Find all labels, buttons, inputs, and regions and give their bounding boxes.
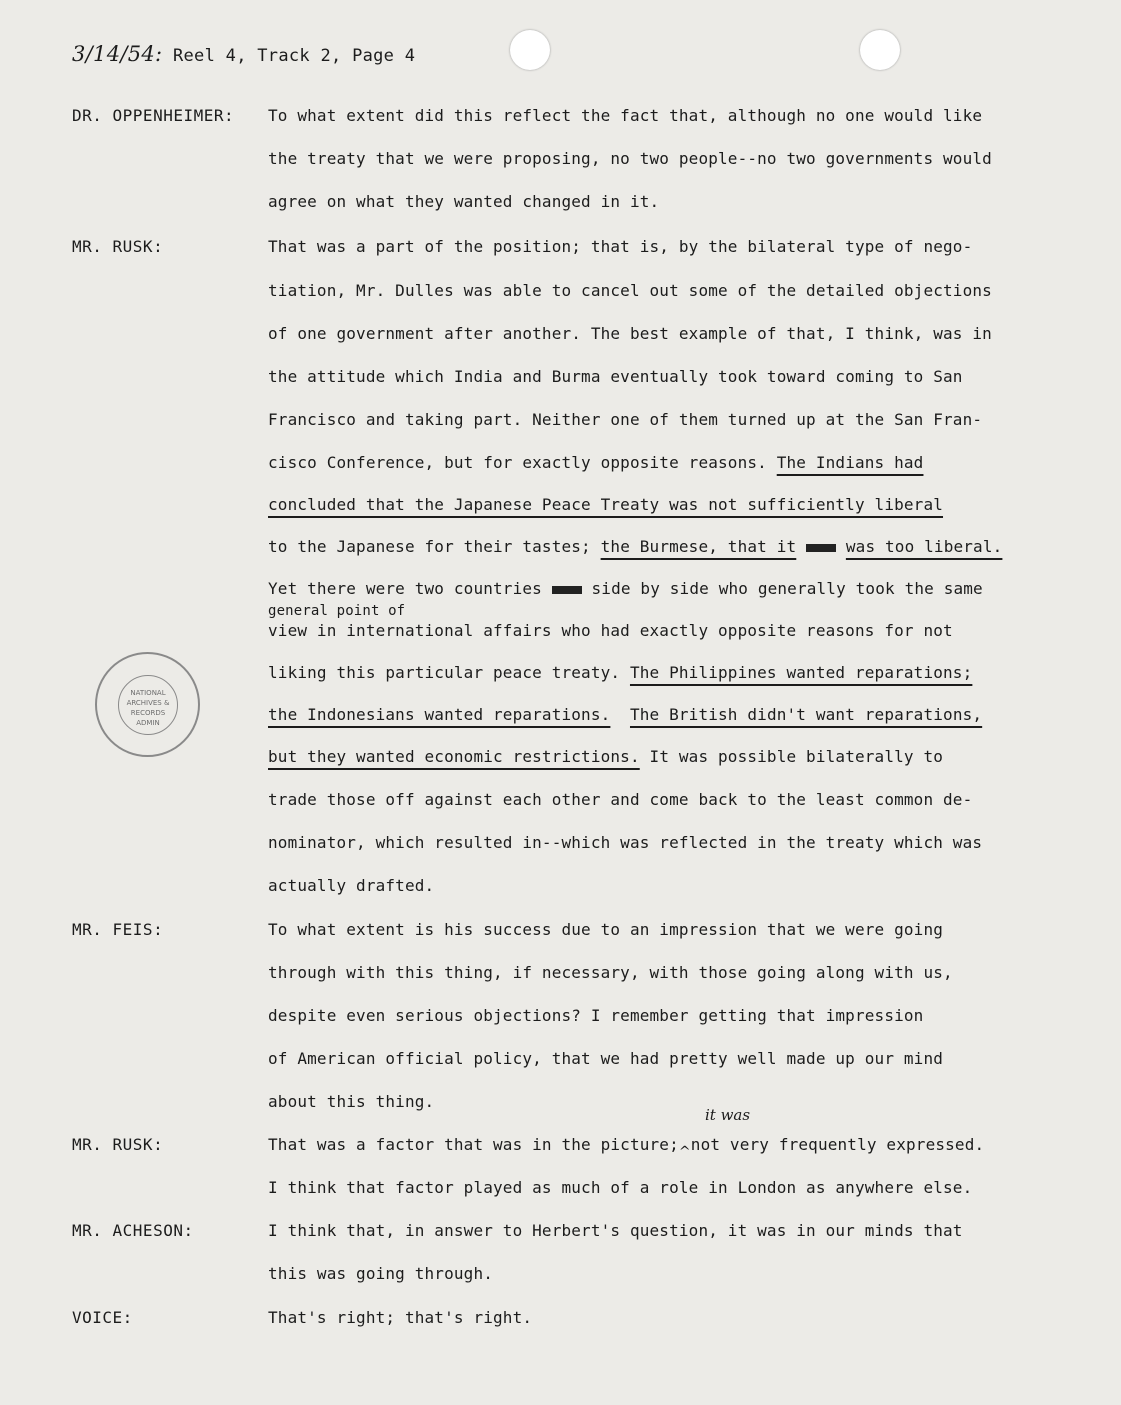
text-line: Francisco and taking part. Neither one of them turned up at the San Fran-	[268, 410, 983, 429]
text-line: That's right; that's right.	[268, 1308, 533, 1327]
text-line	[268, 705, 982, 724]
text-line: of one government after another. The best example of that, I think, was in	[268, 324, 992, 343]
strikeout-mark	[806, 544, 836, 552]
text-line: actually drafted.	[268, 876, 435, 895]
text-line	[268, 453, 923, 472]
text-line	[268, 747, 943, 766]
text-segment: It was possible bilaterally to	[639, 747, 944, 766]
text-line: nominator, which resulted in--which was reflected in the treaty which was	[268, 833, 983, 852]
text-segment: That was a factor that was in the picture;	[268, 1135, 679, 1154]
underlined-phrase: the Indonesians wanted reparations.	[268, 705, 611, 724]
strikeout-mark	[552, 586, 582, 594]
text-segment: side by side who generally took the same	[591, 579, 983, 598]
text-segment: Yet there were two countries	[268, 579, 542, 598]
text-line: I think that factor played as much of a role in London as anywhere else.	[268, 1178, 973, 1197]
caret-mark: ^	[678, 1144, 691, 1160]
header-reel: Reel 4, Track 2, Page 4	[172, 46, 416, 66]
underlined-phrase: The Indians had	[776, 453, 924, 472]
speaker-acheson: MR. ACHESON:	[72, 1221, 194, 1240]
punch-hole-right	[860, 30, 900, 70]
underlined-phrase: the Burmese, that it	[600, 537, 797, 556]
underlined-phrase: but they wanted economic restrictions.	[268, 747, 640, 766]
text-segment: cisco Conference, but for exactly opposite reasons.	[268, 453, 777, 472]
text-line: To what extent did this reflect the fact that, although no one would like	[268, 106, 983, 125]
page-header	[72, 42, 415, 66]
text-line: the treaty that we were proposing, no two people--no two governments would	[268, 149, 992, 168]
underlined-phrase: The British didn't want reparations,	[629, 705, 983, 724]
speaker-rusk: MR. RUSK:	[72, 237, 164, 256]
text-segment: liking this particular peace treaty.	[268, 663, 630, 682]
underlined-phrase: The Philippines wanted reparations;	[629, 663, 973, 682]
text-line	[268, 579, 983, 598]
text-line	[268, 663, 972, 682]
text-line	[268, 1135, 985, 1160]
punch-hole-left	[510, 30, 550, 70]
inserted-text: general point of	[268, 603, 406, 619]
speaker-feis: MR. FEIS:	[72, 920, 164, 939]
text-line: trade those off against each other and come back to the least common de-	[268, 790, 973, 809]
text-line: this was going through.	[268, 1264, 494, 1283]
text-line: I think that, in answer to Herbert's question, it was in our minds that	[268, 1221, 963, 1240]
archive-stamp-text: NATIONAL ARCHIVES & RECORDS ADMIN	[126, 689, 170, 727]
text-segment: not very frequently expressed.	[690, 1135, 985, 1154]
speaker-voice: VOICE:	[72, 1308, 133, 1327]
text-line: tiation, Mr. Dulles was able to cancel out some of the detailed objections	[268, 281, 992, 300]
text-line: about this thing.	[268, 1092, 435, 1111]
text-line: To what extent is his success due to an impression that we were going	[268, 920, 944, 939]
text-line: agree on what they wanted changed in it.	[268, 192, 660, 211]
speaker-oppenheimer: DR. OPPENHEIMER:	[72, 106, 235, 125]
text-line: despite even serious objections? I remember getting that impression	[268, 1006, 924, 1025]
speaker-rusk: MR. RUSK:	[72, 1135, 164, 1154]
text-line: the attitude which India and Burma eventually took toward coming to San	[268, 367, 963, 386]
text-line	[268, 537, 1002, 556]
text-line: through with this thing, if necessary, with those going along with us,	[268, 963, 953, 982]
text-line: of American official policy, that we had pretty well made up our mind	[268, 1049, 944, 1068]
underlined-line: concluded that the Japanese Peace Treaty was not sufficiently liberal	[268, 495, 944, 514]
underlined-phrase: was too liberal.	[845, 537, 1003, 556]
text-line: view in international affairs who had exactly opposite reasons for not	[268, 621, 953, 640]
text-line: That was a part of the position; that is, by the bilateral type of nego-	[268, 237, 973, 256]
text-segment: to the Japanese for their tastes;	[268, 537, 601, 556]
header-date: 3/14/54:	[72, 42, 163, 66]
handwritten-insertion: it was	[705, 1106, 751, 1124]
